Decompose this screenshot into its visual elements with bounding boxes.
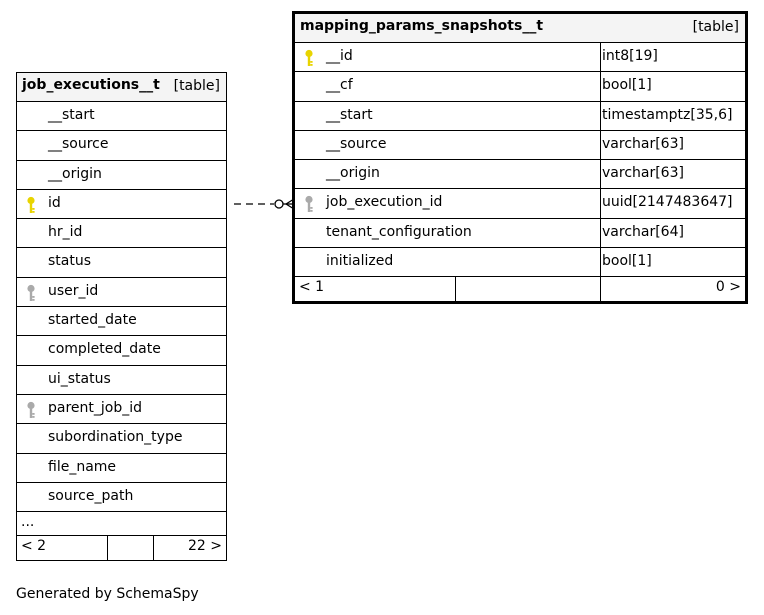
nav-prev[interactable]: < 1 bbox=[299, 279, 325, 296]
column-name: started_date bbox=[48, 312, 137, 329]
column-name: parent_job_id bbox=[48, 399, 143, 416]
column-type: bool[1] bbox=[602, 253, 652, 270]
column-name: __start bbox=[48, 107, 95, 123]
column-name: __origin bbox=[48, 165, 102, 182]
column-name: id bbox=[48, 194, 61, 211]
nav-next[interactable]: 22 > bbox=[188, 538, 222, 555]
footer-text: Generated by SchemaSpy bbox=[16, 586, 199, 602]
column-name: __source bbox=[326, 135, 387, 152]
column-name: hr_id bbox=[48, 224, 83, 241]
column-type: int8[19] bbox=[602, 48, 658, 64]
nav-next[interactable]: 0 > bbox=[715, 279, 741, 296]
ellipsis: ... bbox=[21, 514, 35, 531]
column-type: varchar[63] bbox=[602, 165, 684, 182]
column-name: user_id bbox=[48, 282, 99, 299]
table-name: mapping_params_snapshots__t bbox=[300, 18, 544, 34]
column-type: bool[1] bbox=[602, 77, 652, 94]
column-name: job_execution_id bbox=[326, 194, 443, 211]
table-name: job_executions__t bbox=[22, 77, 160, 93]
table-kind: [table] bbox=[173, 78, 220, 94]
column-name: file_name bbox=[48, 458, 117, 475]
column-name: completed_date bbox=[48, 341, 161, 358]
column-name: initialized bbox=[326, 253, 394, 270]
column-name: status bbox=[48, 253, 92, 270]
column-type: uuid[2147483647] bbox=[602, 194, 733, 211]
column-type: timestamptz[35,6] bbox=[602, 106, 733, 123]
table-kind: [table] bbox=[692, 19, 739, 35]
column-name: subordination_type bbox=[48, 429, 183, 446]
column-name: __id bbox=[326, 48, 353, 64]
column-name: __cf bbox=[326, 77, 353, 94]
column-type: varchar[64] bbox=[602, 223, 684, 240]
column-name: source_path bbox=[48, 487, 134, 504]
column-name: __origin bbox=[326, 165, 380, 182]
column-name: __start bbox=[326, 106, 373, 123]
nav-prev[interactable]: < 2 bbox=[21, 538, 47, 555]
column-name: __source bbox=[48, 136, 109, 153]
column-name: ui_status bbox=[48, 370, 111, 387]
column-type: varchar[63] bbox=[602, 135, 684, 152]
column-name: tenant_configuration bbox=[326, 223, 472, 240]
